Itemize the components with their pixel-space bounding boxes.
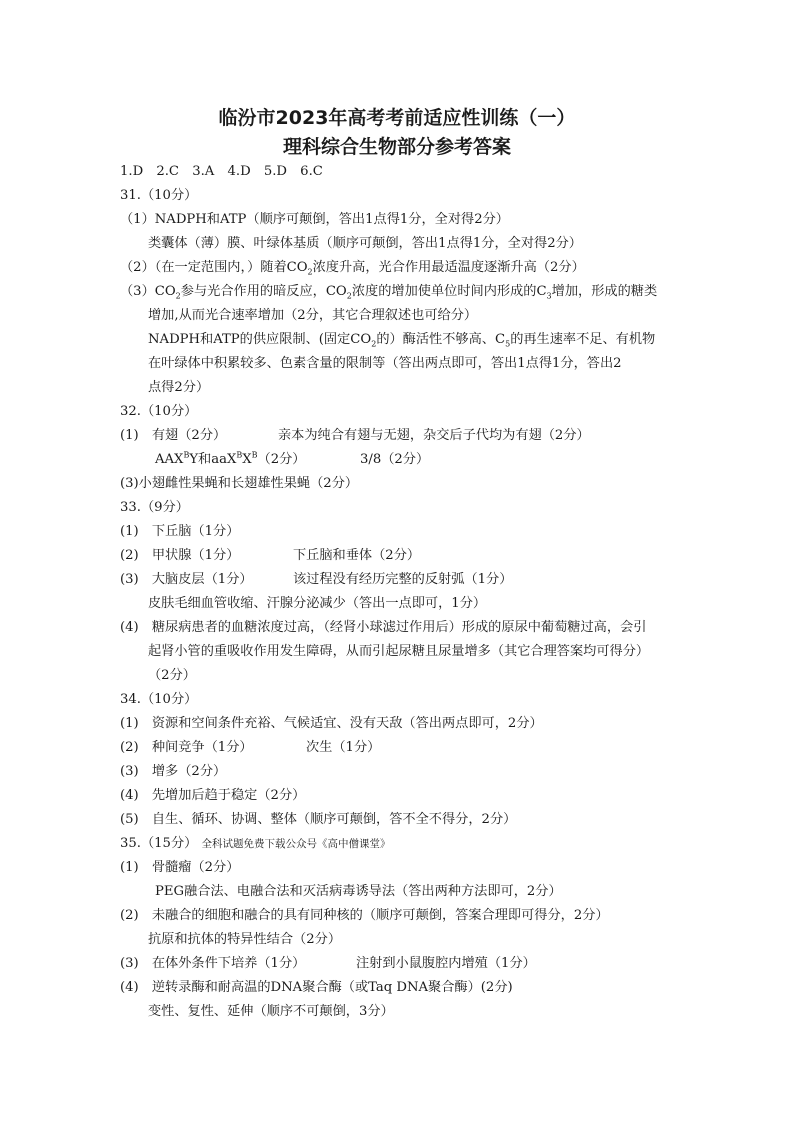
q34-answer-2-b: 次生（1分） [306,740,381,755]
q35-heading: 35.（15分） 全科试题免费下载公众号《高中僧课堂》 [120,836,391,851]
q32-answer-2-genotypes: $AAX^BY$和$aaX^BX^B(2$分） [155,450,306,467]
q31-heading: 31.（10分） [120,188,198,203]
q32-answer-3: (3)小翅雌性果蝇和长翅雄性果蝇（2分） [120,476,359,491]
q35-answer-1-cont: PEG融合法、电融合法和灭活病毒诱导法（答出两种方法即可，2分） [155,884,562,899]
q31-answer-3: $(3)CO_2$参与光合作用的暗反应，$CO_2$浓度的增加使单位时间内形成的$C_3$增加，形成的糖类 [120,284,658,301]
q33-answer-1: (1) 下丘脑（1分） [120,524,240,539]
q31-answer-2: （2）（在一定范围内，）随着$CO_2$浓度升高，光合作用最适温度逐渐升高（2分） [120,260,585,277]
q33-answer-2: (2) 甲状腺（1分） [120,548,240,563]
q31-answer-1-cont: 类囊体（薄）膜、叶绿体基质（顺序可颠倒，答出1点得1分，全对得2分） [148,236,582,251]
document-title: 临汾市2023年高考考前适应性训练（一） [218,107,576,129]
q35-answer-3-b: 注射到小鼠腹腔内增殖（1分） [356,956,536,971]
q33-answer-3: (3) 大脑皮层（1分） [120,572,253,587]
q33-answer-2-b: 下丘脑和垂体（2分） [293,548,421,563]
q34-answer-3: (3) 增多（2分） [120,764,227,779]
q33-answer-4: (4) 糖尿病患者的血糖浓度过高，（经肾小球滤过作用后）形成的原尿中葡萄糖过高，会引 [120,620,647,635]
q35-answer-3: (3) 在体外条件下培养（1分） [120,956,306,971]
q34-answer-1: (1) 资源和空间条件充裕、气候适宜、没有天敌（答出两点即可，2分） [120,716,543,731]
q35-promo-note: 全科试题免费下载公众号《高中僧课堂》 [201,838,391,850]
q33-answer-3-c: 皮肤毛细血管收缩、汗腺分泌减少（答出一点即可，1分） [148,596,487,611]
q35-answer-1: (1) 骨髓瘤（2分） [120,860,240,875]
q34-answer-2: (2) 种间竞争（1分） [120,740,253,755]
q32-answer-1-reason: 亲本为纯合有翅与无翅，杂交后子代均为有翅（2分） [278,428,590,443]
q32-answer-2-probability: 3/8（2分） [360,452,430,467]
q31-answer-3-alt-end: 点得2分） [148,380,210,395]
q32-answer-1: (1) 有翅（2分） [120,428,227,443]
q31-answer-3-alt-cont: 在叶绿体中积累较多、色素含量的限制等（答出两点即可，答出1点得1分，答出2 [148,356,622,371]
q31-answer-3-alt: NADPH和ATP的供应限制、(固定$CO_2$的）酶活性不够高、$C_5$的再生速率不足、有机物 [148,332,656,349]
q33-answer-4-end: （2分） [148,668,196,683]
q33-heading: 33.（9分） [120,500,189,515]
q33-answer-3-b: 该过程没有经历完整的反射弧（1分） [293,572,513,587]
q31-answer-3-cont: 增加,从而光合速率增加（2分，其它合理叙述也可给分） [148,308,478,323]
q34-answer-4: (4) 先增加后趋于稳定（2分） [120,788,306,803]
multiple-choice-answers: 1.D 2.C 3.A 4.D 5.D 6.C [120,164,323,179]
q34-heading: 34.（10分） [120,692,198,707]
q32-heading: 32.（10分） [120,404,198,419]
q35-answer-2: (2) 未融合的细胞和融合的具有同种核的（顺序可颠倒，答案合理即可得分，2分） [120,908,609,923]
q35-answer-4: (4) 逆转录酶和耐高温的DNA聚合酶（或Taq DNA聚合酶）(2分) [120,980,513,995]
document-subtitle: 理科综合生物部分参考答案 [282,136,511,158]
q35-answer-4-cont: 变性、复性、延伸（顺序不可颠倒，3分） [148,1004,394,1019]
q33-answer-4-cont: 起肾小管的重吸收作用发生障碍，从而引起尿糖且尿量增多（其它合理答案均可得分） [148,644,650,659]
q35-answer-2-cont: 抗原和抗体的特异性结合（2分） [148,932,342,947]
q31-answer-1: （1）NADPH和ATP（顺序可颠倒，答出1点得1分，全对得2分） [120,212,509,227]
q34-answer-5: (5) 自生、循环、协调、整体（顺序可颠倒，答不全不得分，2分） [120,812,517,827]
